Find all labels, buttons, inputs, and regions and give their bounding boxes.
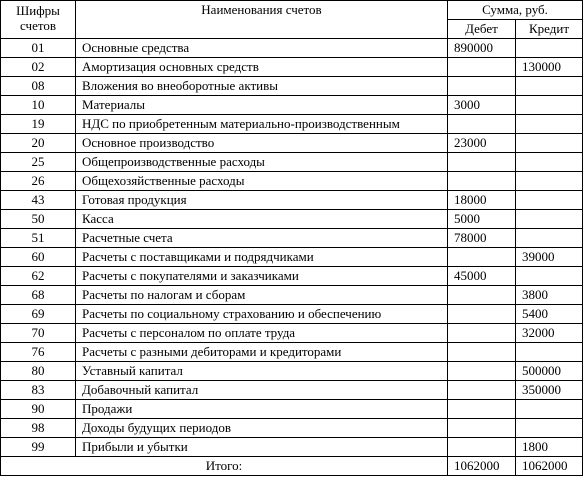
credit-cell [516,172,583,191]
credit-cell: 130000 [516,58,583,77]
table-row [1,77,583,96]
credit-cell: 350000 [516,381,583,400]
account-code: 01 [1,39,76,58]
debit-cell [448,172,516,191]
credit-cell: 1800 [516,438,583,457]
credit-cell [516,77,583,96]
credit-cell: 500000 [516,362,583,381]
account-name: Расчеты по налогам и сборам [76,286,448,305]
debit-cell [448,248,516,267]
account-name: Основное производство [76,134,448,153]
account-name: Общепроизводственные расходы [76,153,448,172]
account-name: Продажи [76,400,448,419]
credit-cell [516,267,583,286]
account-name: Уставный капитал [76,362,448,381]
credit-cell [516,343,583,362]
account-name: Расчеты с покупателями и заказчиками [76,267,448,286]
account-code: 19 [1,115,76,134]
account-name: Прибыли и убытки [76,438,448,457]
debit-cell: 3000 [448,96,516,115]
table-row [1,210,583,229]
table-row [1,39,583,58]
table-row [1,286,583,305]
credit-cell [516,210,583,229]
account-name: Общехозяйственные расходы [76,172,448,191]
account-name: Доходы будущих периодов [76,419,448,438]
credit-cell [516,96,583,115]
table-row [1,381,583,400]
debit-cell: 890000 [448,39,516,58]
account-name: Расчетные счета [76,229,448,248]
credit-cell [516,191,583,210]
table-row [1,115,583,134]
table-row [1,419,583,438]
debit-cell: 78000 [448,229,516,248]
account-code: 80 [1,362,76,381]
account-name: Амортизация основных средств [76,58,448,77]
header-codes: Шифры счетов [1,1,76,39]
credit-cell [516,153,583,172]
account-name: Касса [76,210,448,229]
credit-cell: 39000 [516,248,583,267]
total-credit: 1062000 [516,457,583,476]
debit-cell: 45000 [448,267,516,286]
table-row [1,400,583,419]
total-label: Итого: [1,457,448,476]
credit-cell: 3800 [516,286,583,305]
account-code: 98 [1,419,76,438]
account-name: Расчеты с персоналом по оплате труда [76,324,448,343]
table-row [1,96,583,115]
debit-cell [448,58,516,77]
debit-cell [448,343,516,362]
account-code: 20 [1,134,76,153]
table-body [1,39,583,457]
account-name: Расчеты с поставщиками и подрядчиками [76,248,448,267]
account-code: 08 [1,77,76,96]
account-code: 99 [1,438,76,457]
table-row [1,267,583,286]
table-row [1,172,583,191]
credit-cell [516,229,583,248]
header-credit: Кредит [516,20,583,39]
account-code: 68 [1,286,76,305]
credit-cell: 32000 [516,324,583,343]
account-code: 26 [1,172,76,191]
account-code: 51 [1,229,76,248]
account-code: 69 [1,305,76,324]
account-code: 83 [1,381,76,400]
account-code: 02 [1,58,76,77]
account-code: 62 [1,267,76,286]
account-name: Вложения во внеоборотные активы [76,77,448,96]
account-name: Добавочный капитал [76,381,448,400]
table-row [1,229,583,248]
debit-cell [448,438,516,457]
debit-cell [448,362,516,381]
credit-cell [516,400,583,419]
table-row [1,305,583,324]
debit-cell: 23000 [448,134,516,153]
table-row [1,153,583,172]
debit-cell [448,400,516,419]
account-name: НДС по приобретенным материально-производственным [76,115,448,134]
account-name: Основные средства [76,39,448,58]
header-sum: Сумма, руб. [448,1,583,20]
table-row [1,248,583,267]
account-code: 76 [1,343,76,362]
debit-cell: 18000 [448,191,516,210]
table-row [1,191,583,210]
header-debit: Дебет [448,20,516,39]
debit-cell [448,286,516,305]
table-row [1,58,583,77]
credit-cell [516,39,583,58]
credit-cell [516,419,583,438]
debit-cell [448,324,516,343]
debit-cell [448,77,516,96]
debit-cell [448,305,516,324]
table-row [1,134,583,153]
debit-cell [448,419,516,438]
account-code: 70 [1,324,76,343]
debit-cell [448,381,516,400]
account-code: 10 [1,96,76,115]
credit-cell [516,134,583,153]
total-row [1,457,583,476]
account-name: Готовая продукция [76,191,448,210]
credit-cell: 5400 [516,305,583,324]
total-debit: 1062000 [448,457,516,476]
account-code: 25 [1,153,76,172]
table-row [1,362,583,381]
account-code: 50 [1,210,76,229]
account-code: 60 [1,248,76,267]
credit-cell [516,115,583,134]
table-row [1,343,583,362]
account-name: Расчеты по социальному страхованию и обеспечению [76,305,448,324]
table-row [1,438,583,457]
debit-cell [448,153,516,172]
account-code: 90 [1,400,76,419]
table-row [1,324,583,343]
account-name: Материалы [76,96,448,115]
account-code: 43 [1,191,76,210]
debit-cell [448,115,516,134]
debit-cell: 5000 [448,210,516,229]
header-names: Наименования счетов [76,1,448,39]
account-name: Расчеты с разными дебиторами и кредиторами [76,343,448,362]
